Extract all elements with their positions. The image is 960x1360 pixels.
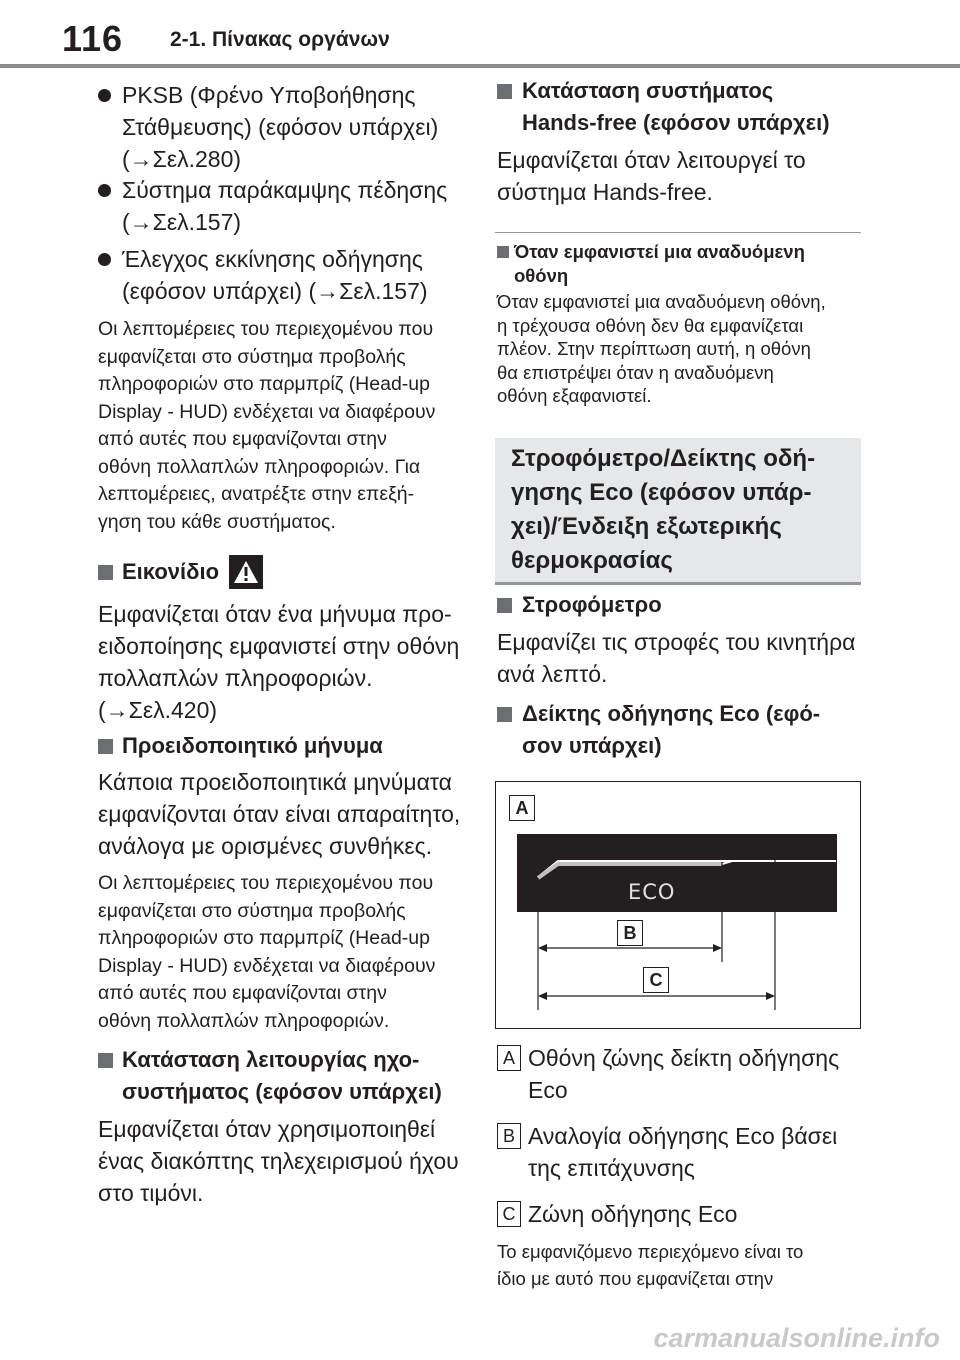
icon-description: Εμφανίζεται όταν ένα μήνυμα προ- ειδοποίησης εμφανιστεί στην οθόνη πολλαπλών πληροφοριών. (→Σελ.420) xyxy=(98,601,460,723)
legend-label-c: C xyxy=(497,1201,521,1227)
legend-text-c: Ζώνη οδήγησης Eco xyxy=(528,1201,738,1227)
legend-label-a: A xyxy=(497,1045,521,1071)
popup-text: Όταν εμφανιστεί μια αναδυόμενη οθόνη, η τρέχουσα οθόνη δεν θα εμφανίζεται πλέον. Στην περίπτωση αυτή, η οθόνη θα επιστρέψει όταν η αναδυόμενη οθόνη εξαφανιστεί. xyxy=(497,291,826,406)
warning-message-text: Κάποια προειδοποιητικά μηνύματα εμφανίζονται όταν είναι απαραίτητο, ανάλογα με ορισμένες συνθήκες. xyxy=(98,769,461,859)
legend-label-b: B xyxy=(497,1123,521,1149)
icon-heading: Εικονίδιο xyxy=(122,559,220,584)
chapter-title: 2-1. Πίνακας οργάνων xyxy=(170,28,390,51)
legend-text-b: Αναλογία οδήγησης Eco βάσει της επιτάχυνσης xyxy=(528,1123,838,1181)
bullet-brake-override: Σύστημα παράκαμψης πέδησης (→Σελ.157) xyxy=(122,177,448,235)
watermark: carmanualsonline.info xyxy=(653,1323,940,1353)
tachometer-heading: Στροφόμετρο xyxy=(522,592,662,617)
figure-label-c: C xyxy=(643,967,669,993)
bullet-dot-icon xyxy=(98,253,111,266)
audio-status-heading: Κατάσταση λειτουργίας ηχο- συστήματος (εφόσον υπάρχει) xyxy=(122,1047,442,1104)
heading-square-icon xyxy=(497,84,512,99)
eco-display-illustration xyxy=(496,782,860,1028)
eco-indicator-heading: Δείκτης οδήγησης Eco (εφό- σον υπάρχει) xyxy=(522,701,821,758)
page-number: 116 xyxy=(62,18,124,59)
section-title-box: Στροφόμετρο/Δείκτης οδή- γησης Eco (εφόσον υπάρ- χει)/Ένδειξη εξωτερικής θερμοκρασίας xyxy=(495,438,861,585)
heading-square-icon xyxy=(497,598,512,613)
bullet-drive-start-control: Έλεγχος εκκίνησης οδήγησης (εφόσον υπάρχει) (→Σελ.157) xyxy=(122,246,428,304)
subheading-square-icon xyxy=(497,246,509,258)
tachometer-text: Εμφανίζει τις στροφές του κινητήρα ανά λεπτό. xyxy=(497,629,856,687)
closing-note: Το εμφανιζόμενο περιεχόμενο είναι το ίδιο με αυτό που εμφανίζεται στην xyxy=(497,1241,804,1289)
header-divider xyxy=(0,64,960,68)
warning-triangle-icon xyxy=(229,555,263,589)
bullet-dot-icon xyxy=(98,184,111,197)
warning-message-heading: Προειδοποιητικό μήνυμα xyxy=(122,733,383,758)
divider xyxy=(495,232,861,233)
audio-status-text: Εμφανίζεται όταν χρησιμοποιηθεί ένας διακόπτης τηλεχειρισμού ήχου στο τιμόνι. xyxy=(98,1116,459,1206)
heading-square-icon xyxy=(98,565,113,580)
eco-display-text: ECO xyxy=(628,880,676,904)
eco-indicator-figure xyxy=(495,781,861,1029)
handsfree-text: Εμφανίζεται όταν λειτουργεί το σύστημα Hands-free. xyxy=(497,147,806,205)
heading-square-icon xyxy=(98,1053,113,1068)
hud-note: Οι λεπτομέρειες του περιεχομένου που εμφανίζεται στο σύστημα προβολής πληροφοριών στο παρμπρίζ (Head-up Display - HUD) ενδέχεται να διαφέρουν από αυτές που εμφανίζονται στην οθόνη πολλαπλών πληροφοριών. Για λεπτομέρειες, ανατρέξτε στην επεξή- γηση του κάθε συστήματος. xyxy=(98,318,436,533)
handsfree-heading: Κατάσταση συστήματος Hands-free (εφόσον υπάρχει) xyxy=(522,78,830,135)
figure-label-b: B xyxy=(617,920,643,946)
hud-note-2: Οι λεπτομέρειες του περιεχομένου που εμφανίζεται στο σύστημα προβολής πληροφοριών στο παρμπρίζ (Head-up Display - HUD) ενδέχεται να διαφέρουν από αυτές που εμφανίζονται στην οθόνη πολλαπλών πληροφοριών. xyxy=(98,872,436,1032)
heading-square-icon xyxy=(497,707,512,722)
figure-label-a: A xyxy=(509,795,535,821)
bullet-pksb: PKSB (Φρένο Υποβοήθησης Στάθμευσης) (εφόσον υπάρχει) (→Σελ.280) xyxy=(122,82,439,172)
popup-heading: Όταν εμφανιστεί μια αναδυόμενη οθόνη xyxy=(514,241,805,286)
heading-square-icon xyxy=(98,739,113,754)
bullet-dot-icon xyxy=(98,89,111,102)
legend-text-a: Οθόνη ζώνης δείκτη οδήγησης Eco xyxy=(528,1045,840,1103)
